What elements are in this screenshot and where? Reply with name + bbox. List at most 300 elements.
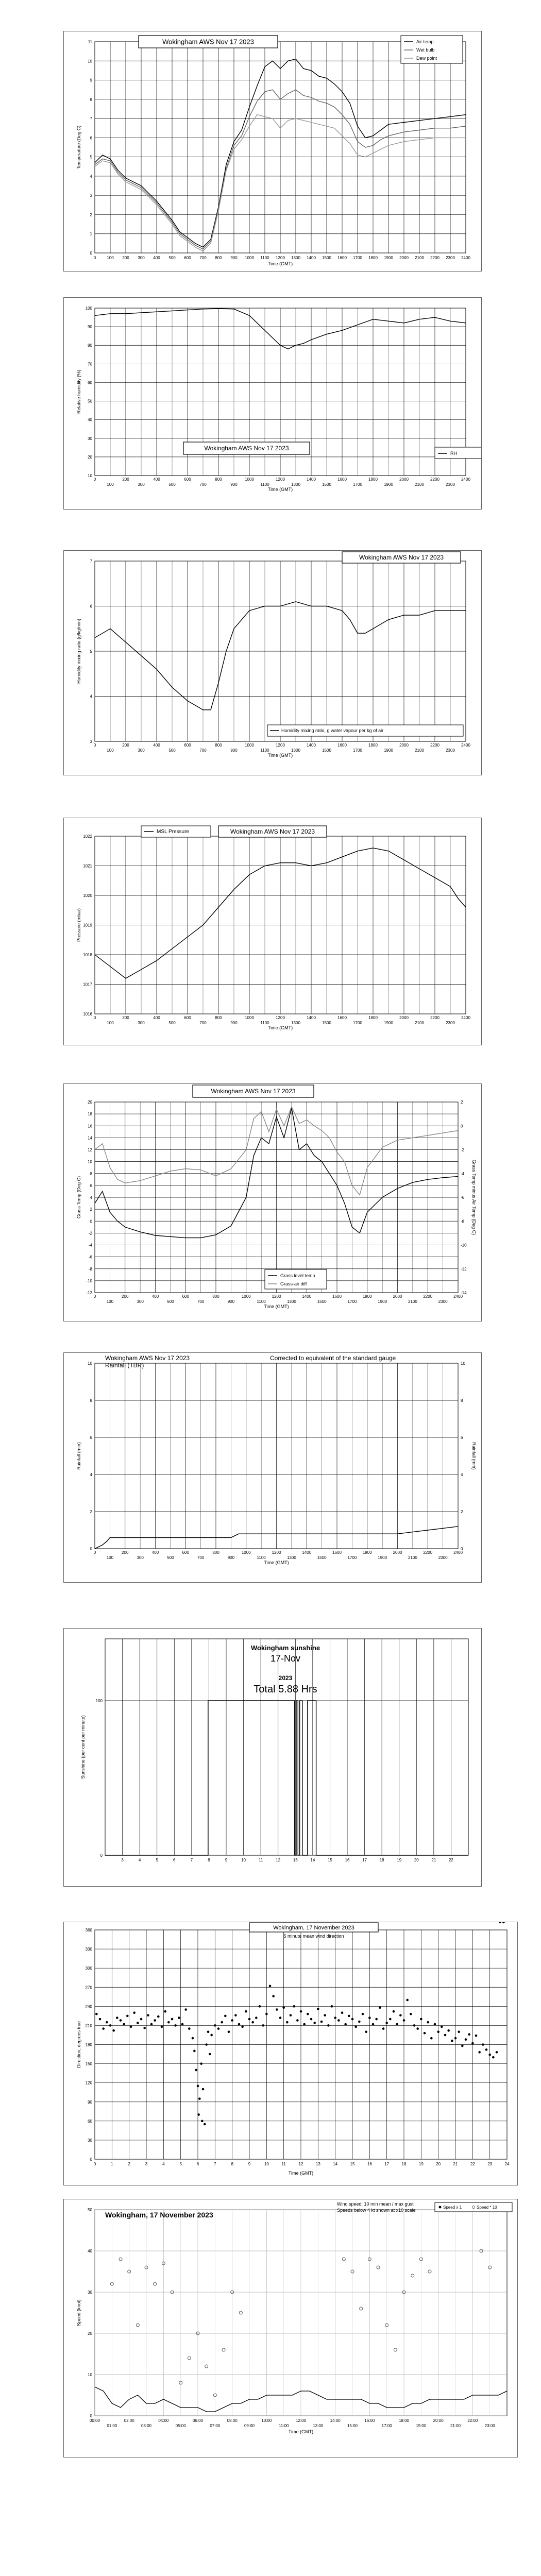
scatter-point xyxy=(372,2023,375,2026)
y-right-tick-label: -12 xyxy=(461,1266,467,1272)
scatter-point xyxy=(471,2042,474,2045)
scatter-point xyxy=(482,2043,484,2046)
scatter-point xyxy=(293,2005,295,2008)
scatter-point xyxy=(137,2022,139,2024)
x-tick-label: 17 xyxy=(362,1858,367,1862)
y-tick-label: 8 xyxy=(90,97,92,102)
x-tick-label: 9 xyxy=(248,2162,251,2166)
y-tick-label: 8 xyxy=(90,1398,92,1403)
x-tick-label: 400 xyxy=(153,1015,160,1020)
x-tick-label: 6 xyxy=(196,2162,199,2166)
x-axis-label: Time (GMT) xyxy=(264,1304,289,1309)
y-tick-label: 1022 xyxy=(83,834,92,839)
x-tick-label: 500 xyxy=(168,1021,176,1025)
scatter-point xyxy=(430,2037,433,2040)
x-tick-label: 18 xyxy=(379,1858,384,1862)
scatter-point xyxy=(279,2016,282,2019)
chart-total: Total 5.88 Hrs xyxy=(253,1684,317,1695)
x-tick-label: 14 xyxy=(333,2162,338,2166)
x-tick-label: 400 xyxy=(151,1294,159,1299)
y-tick-label: 3 xyxy=(90,739,92,744)
scatter-point xyxy=(496,2051,498,2054)
x-tick-label: 1400 xyxy=(302,1550,312,1555)
y-tick-label: 20 xyxy=(88,1100,92,1105)
x-tick-label: 2100 xyxy=(408,1555,417,1560)
scatter-point xyxy=(300,2010,302,2013)
legend-label: MSL Pressure xyxy=(157,829,189,835)
plot-frame xyxy=(105,1639,468,1855)
y-axis-right-label: Rainfall (mm) xyxy=(471,1442,477,1470)
x-tick-label: 00:00 xyxy=(89,2418,100,2423)
x-tick-label: 500 xyxy=(168,256,176,260)
x-tick-label: 900 xyxy=(230,1021,238,1025)
y-right-tick-label: -4 xyxy=(461,1171,465,1176)
x-tick-label: 1500 xyxy=(317,1555,327,1560)
x-tick-label: 1900 xyxy=(384,1021,393,1025)
y-tick-label: -10 xyxy=(86,1278,92,1283)
x-tick-label: 1100 xyxy=(257,1555,266,1560)
y-tick-label: 60 xyxy=(88,2119,92,2124)
scatter-point xyxy=(441,2026,443,2028)
scatter-point xyxy=(198,2097,201,2100)
y-right-tick-label: -14 xyxy=(461,1291,467,1295)
scatter-point xyxy=(181,2023,184,2026)
y-tick-label: 14 xyxy=(88,1136,92,1141)
scatter-point xyxy=(413,2024,416,2027)
x-tick-label: 1300 xyxy=(291,748,300,753)
x-tick-label: 700 xyxy=(197,1555,205,1560)
scatter-point xyxy=(444,2034,447,2037)
y-tick-label: 50 xyxy=(88,2208,92,2212)
x-tick-label: 2400 xyxy=(453,1550,463,1555)
x-tick-label: 05:00 xyxy=(175,2424,186,2428)
y-tick-label: -2 xyxy=(88,1231,92,1236)
x-tick-label: 2300 xyxy=(438,1555,448,1560)
x-tick-label: 800 xyxy=(215,743,222,748)
humidity-chart xyxy=(64,298,481,509)
x-tick-label: 1400 xyxy=(307,743,316,748)
x-tick-label: 1200 xyxy=(276,477,285,482)
x-tick-label: 4 xyxy=(162,2162,165,2166)
x-tick-label: 2000 xyxy=(399,743,409,748)
y-tick-label: 5 xyxy=(90,649,92,654)
x-tick-label: 700 xyxy=(197,1299,205,1304)
y-tick-label: 6 xyxy=(90,1435,92,1440)
scatter-point xyxy=(424,2032,426,2035)
chart-title: Wokingham AWS Nov 17 2023 xyxy=(359,554,444,562)
x-tick-label: 16:00 xyxy=(364,2418,375,2423)
legend-label: RH xyxy=(450,451,457,456)
x-tick-label: 400 xyxy=(153,256,160,260)
x-tick-label: 300 xyxy=(137,1299,144,1304)
scatter-point xyxy=(351,2018,354,2021)
y-tick-label: 0 xyxy=(90,1547,92,1551)
chart-year: 2023 xyxy=(278,1674,293,1682)
x-axis-label: Time (GMT) xyxy=(267,487,293,492)
gust-point xyxy=(119,2258,122,2261)
scatter-point xyxy=(410,2013,412,2015)
rainfall-chart-panel xyxy=(63,1352,482,1583)
x-tick-label: 1700 xyxy=(347,1555,357,1560)
gust-point xyxy=(154,2282,157,2285)
x-tick-label: 600 xyxy=(182,1294,189,1299)
x-tick-label: 2200 xyxy=(430,256,439,260)
y-axis-label: Direction, degrees true xyxy=(76,2021,81,2069)
y-tick-label: 150 xyxy=(85,2061,92,2066)
x-tick-label: 0 xyxy=(93,256,96,260)
x-tick-label: 13 xyxy=(315,2162,320,2166)
scatter-point xyxy=(324,2014,326,2016)
scatter-point xyxy=(447,2029,450,2032)
x-tick-label: 1300 xyxy=(286,1299,296,1304)
x-tick-label: 900 xyxy=(230,256,238,260)
x-tick-label: 2200 xyxy=(430,1015,439,1020)
y-tick-label: 0 xyxy=(90,251,92,256)
x-axis-label: Time (GMT) xyxy=(267,753,293,758)
x-tick-label: 8 xyxy=(208,1858,210,1862)
scatter-point xyxy=(221,2021,223,2024)
scatter-point xyxy=(174,2024,177,2027)
x-tick-label: 1600 xyxy=(337,256,347,260)
y-tick-label: 10 xyxy=(88,59,92,64)
y-tick-label: 0 xyxy=(90,1219,92,1224)
chart-title: Wokingham AWS Nov 17 2023 xyxy=(204,445,289,452)
y-axis-label: Temperature (Deg C) xyxy=(76,125,81,170)
y-right-tick-label: -10 xyxy=(461,1243,467,1248)
scatter-point xyxy=(362,2013,364,2015)
x-tick-label: 2100 xyxy=(408,1299,417,1304)
scatter-point xyxy=(475,2035,478,2037)
y-tick-label: 6 xyxy=(90,135,92,141)
x-tick-label: 800 xyxy=(212,1550,219,1555)
scatter-point xyxy=(99,2018,102,2021)
scatter-point xyxy=(416,2027,419,2030)
x-tick-label: 200 xyxy=(122,256,129,260)
y-tick-label: 11 xyxy=(88,40,92,44)
sunshine-chart-panel xyxy=(63,1628,482,1887)
x-tick-label: 0 xyxy=(93,743,96,748)
chart-date: 17-Nov xyxy=(270,1653,301,1664)
x-tick-label: 5 xyxy=(179,2162,182,2166)
y-tick-label: 1018 xyxy=(83,953,92,957)
scatter-point xyxy=(234,2014,237,2016)
scatter-point xyxy=(406,1999,409,2002)
scatter-point xyxy=(478,2051,481,2054)
scatter-point xyxy=(403,2019,405,2022)
scatter-point xyxy=(210,2034,213,2037)
x-tick-label: 2100 xyxy=(415,748,424,753)
y-tick-label: 1019 xyxy=(83,923,92,928)
legend xyxy=(435,447,481,459)
x-tick-label: 1400 xyxy=(307,256,316,260)
scatter-point xyxy=(492,2056,495,2059)
scatter-point xyxy=(192,2037,194,2040)
x-tick-label: 8 xyxy=(231,2162,233,2166)
y-tick-label: 7 xyxy=(90,116,92,122)
y-tick-label: 70 xyxy=(88,362,92,367)
x-tick-label: 1200 xyxy=(276,256,285,260)
x-tick-label: 03:00 xyxy=(141,2424,152,2428)
x-tick-label: 2300 xyxy=(446,482,455,487)
scatter-point xyxy=(197,2113,200,2116)
x-tick-label: 2200 xyxy=(430,743,439,748)
y-axis-label: Sunshine (per cent per minute) xyxy=(80,1715,86,1779)
x-tick-label: 21 xyxy=(453,2162,458,2166)
x-tick-label: 10:00 xyxy=(261,2418,272,2423)
scatter-point xyxy=(385,2022,388,2024)
x-tick-label: 2100 xyxy=(415,482,424,487)
x-tick-label: 500 xyxy=(167,1555,174,1560)
x-tick-label: 0 xyxy=(93,1550,96,1555)
gust-point xyxy=(428,2270,431,2273)
temperature-chart-panel xyxy=(63,31,482,272)
x-tick-label: 1100 xyxy=(260,748,269,753)
x-tick-label: 1400 xyxy=(307,1015,316,1020)
y-axis-right-label: Grass Temp minus Air Temp (Deg C) xyxy=(471,1159,477,1235)
chart-title: Wokingham AWS Nov 17 2023 xyxy=(162,38,254,46)
x-tick-label: 700 xyxy=(199,482,207,487)
x-tick-label: 600 xyxy=(184,1015,191,1020)
scatter-point xyxy=(251,2021,254,2024)
scatter-point xyxy=(255,2016,258,2019)
x-tick-label: 5 xyxy=(156,1858,158,1862)
x-tick-label: 11 xyxy=(281,2162,286,2166)
x-tick-label: 01:00 xyxy=(107,2424,117,2428)
y-tick-label: 1021 xyxy=(83,863,92,869)
x-tick-label: 2200 xyxy=(423,1294,433,1299)
scatter-point xyxy=(290,2014,292,2016)
x-tick-label: 1400 xyxy=(307,477,316,482)
y-tick-label: 7 xyxy=(90,559,92,564)
y-tick-label: 80 xyxy=(88,343,92,348)
y-tick-label: 6 xyxy=(90,604,92,609)
y-right-tick-label: 0 xyxy=(461,1547,463,1551)
x-tick-label: 1300 xyxy=(291,482,300,487)
x-tick-label: 2300 xyxy=(446,748,455,753)
y-tick-label: 10 xyxy=(88,1361,92,1366)
x-tick-label: 400 xyxy=(153,743,160,748)
x-tick-label: 400 xyxy=(153,477,160,482)
x-tick-label: 19:00 xyxy=(416,2424,427,2428)
scatter-point xyxy=(184,2008,187,2011)
chart-subtitle: 5 minute mean wind direction xyxy=(283,1934,344,1939)
scatter-point xyxy=(259,2005,261,2008)
chart-note: Corrected to equivalent of the standard gauge xyxy=(270,1354,396,1362)
y-tick-label: 2 xyxy=(90,1207,92,1212)
x-tick-label: 100 xyxy=(107,256,114,260)
x-tick-label: 1900 xyxy=(384,482,393,487)
scatter-point xyxy=(161,2026,163,2028)
scatter-point xyxy=(224,2015,227,2018)
legend-swatch xyxy=(439,2206,442,2209)
y-tick-label: 210 xyxy=(85,2023,92,2028)
scatter-point xyxy=(241,2026,244,2028)
x-tick-label: 1100 xyxy=(260,1021,269,1025)
scatter-point xyxy=(202,2088,205,2091)
legend-label: Speed x 1 xyxy=(443,2205,462,2210)
scatter-point xyxy=(102,2027,105,2030)
x-tick-label: 600 xyxy=(184,256,191,260)
y-tick-label: 300 xyxy=(85,1966,92,1971)
x-tick-label: 1800 xyxy=(368,477,378,482)
y-tick-label: 1017 xyxy=(83,982,92,987)
x-tick-label: 7 xyxy=(190,1858,193,1862)
x-axis-label: Time (GMT) xyxy=(267,1025,293,1030)
scatter-point xyxy=(106,2021,108,2024)
pressure-chart-panel xyxy=(63,818,482,1045)
scatter-point xyxy=(420,2018,422,2021)
series-line-0 xyxy=(105,1701,468,1855)
x-tick-label: 2200 xyxy=(430,477,439,482)
x-tick-label: 1500 xyxy=(322,1021,331,1025)
scatter-point xyxy=(143,2027,146,2029)
chart-note: Wind speed: 10 min mean / max gust xyxy=(337,2201,414,2207)
y-right-tick-label: 8 xyxy=(461,1398,463,1403)
temperature-chart xyxy=(64,31,481,271)
y-tick-label: 330 xyxy=(85,1947,92,1952)
y-tick-label: 2 xyxy=(90,212,92,217)
x-tick-label: 1800 xyxy=(368,256,378,260)
gust-point xyxy=(394,2348,397,2351)
scatter-point xyxy=(286,2021,289,2024)
x-axis-label: Time (GMT) xyxy=(288,2429,314,2434)
x-tick-label: 2400 xyxy=(461,477,470,482)
x-tick-label: 22 xyxy=(470,2162,475,2166)
y-tick-label: 16 xyxy=(88,1124,92,1129)
y-axis-label: Speed (knot) xyxy=(76,2299,81,2326)
scatter-point xyxy=(197,2085,199,2088)
scatter-point xyxy=(307,2013,309,2015)
x-tick-label: 2000 xyxy=(399,256,409,260)
y-tick-label: 1020 xyxy=(83,893,92,898)
legend-label: Wet bulb xyxy=(416,47,435,53)
y-tick-label: 9 xyxy=(90,78,92,83)
x-tick-label: 2000 xyxy=(399,1015,409,1020)
x-tick-label: 20 xyxy=(414,1858,419,1862)
scatter-point xyxy=(195,2069,197,2072)
scatter-point xyxy=(320,2021,323,2023)
scatter-point xyxy=(109,2024,112,2027)
x-tick-label: 1800 xyxy=(368,743,378,748)
x-tick-label: 1200 xyxy=(276,1015,285,1020)
y-tick-label: -8 xyxy=(88,1266,92,1272)
legend-label: Humidity mixing ratio, g water vapour per kg of air xyxy=(281,728,384,733)
x-tick-label: 900 xyxy=(227,1555,235,1560)
x-tick-label: 20 xyxy=(436,2162,441,2166)
x-tick-label: 9 xyxy=(225,1858,228,1862)
rainfall-chart xyxy=(64,1353,481,1582)
x-tick-label: 100 xyxy=(107,748,114,753)
y-right-tick-label: 10 xyxy=(461,1361,465,1366)
scatter-point xyxy=(368,2016,371,2019)
x-tick-label: 12:00 xyxy=(295,2418,307,2423)
x-tick-label: 100 xyxy=(107,482,114,487)
scatter-point xyxy=(231,2019,233,2022)
y-tick-label: 30 xyxy=(88,436,92,441)
x-tick-label: 1600 xyxy=(332,1550,342,1555)
y-tick-label: -12 xyxy=(86,1291,92,1295)
x-tick-label: 24 xyxy=(504,2162,510,2166)
x-tick-label: 100 xyxy=(106,1299,114,1304)
y-tick-label: 240 xyxy=(85,2004,92,2009)
x-tick-label: 300 xyxy=(138,482,145,487)
x-tick-label: 1300 xyxy=(286,1555,296,1560)
legend-label: Grass level temp xyxy=(280,1273,315,1278)
x-tick-label: 23:00 xyxy=(484,2424,495,2428)
scatter-point xyxy=(393,2010,395,2013)
x-tick-label: 2200 xyxy=(423,1550,433,1555)
scatter-point xyxy=(331,2005,333,2008)
scatter-point xyxy=(154,2019,156,2022)
x-tick-label: 800 xyxy=(215,1015,222,1020)
x-tick-label: 2400 xyxy=(453,1294,463,1299)
scatter-point xyxy=(217,2027,220,2030)
y-tick-label: 4 xyxy=(90,174,92,179)
x-tick-label: 100 xyxy=(106,1555,114,1560)
y-tick-label: 40 xyxy=(88,417,92,422)
y-tick-label: 2 xyxy=(90,1510,92,1514)
x-axis-label: Time (GMT) xyxy=(288,2171,314,2176)
x-tick-label: 1900 xyxy=(378,1299,387,1304)
x-tick-label: 600 xyxy=(184,477,191,482)
scatter-point xyxy=(248,2018,251,2021)
chart-title: Wokingham, 17 November 2023 xyxy=(105,2211,213,2219)
x-tick-label: 400 xyxy=(151,1550,159,1555)
scatter-point xyxy=(150,2023,153,2026)
x-tick-label: 2300 xyxy=(446,1021,455,1025)
x-tick-label: 1000 xyxy=(245,743,254,748)
x-tick-label: 10 xyxy=(264,2162,269,2166)
x-tick-label: 11 xyxy=(258,1858,263,1862)
x-tick-label: 2400 xyxy=(461,256,470,260)
x-tick-label: 0 xyxy=(93,2162,96,2166)
x-tick-label: 17 xyxy=(384,2162,390,2166)
x-tick-label: 21 xyxy=(431,1858,436,1862)
x-tick-label: 700 xyxy=(199,1021,207,1025)
x-tick-label: 02:00 xyxy=(124,2418,134,2423)
scatter-point xyxy=(382,2027,385,2030)
y-tick-label: 5 xyxy=(90,155,92,160)
x-tick-label: 4 xyxy=(138,1858,141,1862)
x-tick-label: 04:00 xyxy=(158,2418,169,2423)
scatter-point xyxy=(282,2007,285,2009)
x-tick-label: 12 xyxy=(298,2162,303,2166)
x-tick-label: 200 xyxy=(122,1015,129,1020)
gust-point xyxy=(411,2274,414,2277)
scatter-point xyxy=(167,2021,170,2024)
x-tick-label: 800 xyxy=(212,1294,219,1299)
scatter-point xyxy=(341,2011,344,2014)
x-tick-label: 600 xyxy=(182,1550,189,1555)
scatter-point xyxy=(245,2010,247,2013)
y-axis-label: Pressure (mbar) xyxy=(76,908,81,942)
grass-temp-chart xyxy=(64,1084,481,1321)
x-tick-label: 09:00 xyxy=(244,2424,255,2428)
x-tick-label: 800 xyxy=(215,256,222,260)
scatter-point xyxy=(95,2013,98,2015)
scatter-point xyxy=(164,2010,166,2013)
x-tick-label: 1900 xyxy=(384,256,393,260)
y-right-tick-label: 4 xyxy=(461,1472,463,1477)
x-tick-label: 1400 xyxy=(302,1294,312,1299)
scatter-point xyxy=(313,2022,316,2024)
scatter-point xyxy=(337,2019,340,2022)
y-tick-label: 1016 xyxy=(83,1012,92,1016)
y-tick-label: 30 xyxy=(88,2290,92,2295)
y-tick-label: 4 xyxy=(90,694,92,699)
scatter-point xyxy=(389,2018,392,2021)
gust-point xyxy=(360,2307,363,2310)
